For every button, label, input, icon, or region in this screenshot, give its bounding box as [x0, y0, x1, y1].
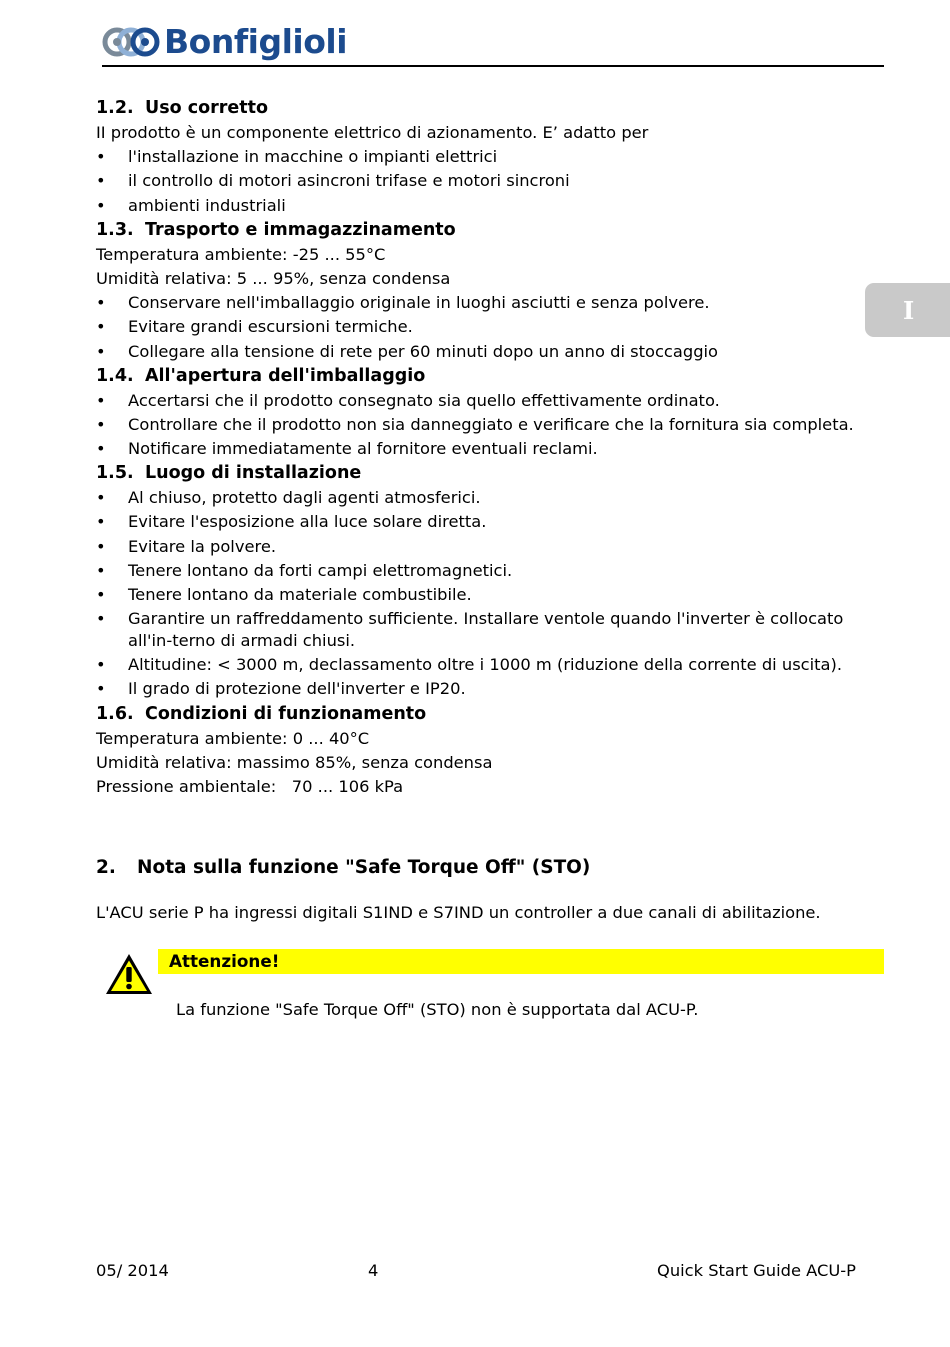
section-number: 1.3.: [96, 219, 134, 240]
bullet-icon: •: [96, 560, 106, 580]
text-line: Umidità relativa: 5 ... 95%, senza condensa: [96, 268, 451, 288]
text-line: Temperatura ambiente: 0 ... 40°C: [96, 728, 370, 748]
bullet-item: [96, 653, 886, 677]
bullet-icon: •: [96, 147, 106, 167]
bullet-item: [96, 340, 886, 364]
section-heading: [96, 364, 886, 389]
bullet-item: [96, 510, 886, 534]
bullet-icon: •: [96, 655, 106, 675]
section-number: 1.4.: [96, 365, 134, 386]
bullet-item: [96, 145, 886, 169]
section-title: Condizioni di funzionamento: [145, 703, 427, 724]
bullet-icon: •: [96, 679, 106, 699]
bullet-item: [96, 194, 886, 218]
bullet-text: Collegare alla tensione di rete per 60 minuti dopo un anno di stoccaggio: [128, 341, 719, 361]
bullet-icon: •: [96, 195, 106, 215]
bonfiglioli-logo: [102, 22, 347, 61]
warning-text: La funzione "Safe Torque Off" (STO) non è supportata dal ACU-P.: [176, 1000, 699, 1019]
bullet-icon: •: [96, 585, 106, 604]
page-header: [102, 18, 884, 68]
main-content: [96, 96, 886, 799]
section-title: All'apertura dell'imballaggio: [145, 365, 426, 386]
bullet-icon: •: [96, 488, 106, 508]
gear-logo-icon: [102, 24, 160, 60]
bullet-text: l'installazione in macchine o impianti elettrici: [128, 147, 498, 167]
bullet-text: Notificare immediatamente al fornitore eventuali reclami.: [128, 439, 598, 459]
bullet-icon: •: [96, 317, 106, 337]
warning-triangle-icon: [104, 952, 154, 1000]
bullet-item: [96, 315, 886, 339]
bullet-text: Controllare che il prodotto non sia danneggiato e verificare che la fornitura sia completa.: [128, 414, 854, 434]
text-line: Pressione ambientale: 70 ... 106 kPa: [96, 776, 404, 796]
text-line: Umidità relativa: massimo 85%, senza condensa: [96, 752, 493, 772]
bullet-text: Tenere lontano da materiale combustibile.: [128, 585, 472, 604]
bullet-icon: •: [96, 414, 106, 434]
bullet-icon: •: [96, 341, 106, 361]
section-heading: [96, 96, 886, 121]
bullet-text: Altitudine: < 3000 m, declassamento oltre i 1000 m (riduzione della corrente di uscita).: [128, 655, 843, 675]
bullet-item: [96, 169, 886, 193]
bullet-text: Al chiuso, protetto dagli agenti atmosferici.: [128, 488, 481, 508]
footer-doc-title: Quick Start Guide ACU-P: [657, 1261, 856, 1280]
bullet-text: ambienti industriali: [128, 195, 286, 215]
language-tab-label: I: [903, 295, 915, 325]
bullet-item: [96, 607, 886, 653]
bullet-icon: •: [96, 171, 106, 191]
text-line: II prodotto è un componente elettrico di azionamento. E’ adatto per: [96, 123, 649, 142]
bullet-text: Evitare la polvere.: [128, 536, 277, 556]
section-number: 1.5.: [96, 463, 134, 484]
chapter-title: Nota sulla funzione "Safe Torque Off" (STO): [137, 857, 591, 878]
warning-label: Attenzione!: [158, 949, 884, 974]
bullet-text: Il grado di protezione dell'inverter e IP20.: [128, 679, 466, 699]
bullet-item: [96, 559, 886, 583]
bullet-icon: •: [96, 390, 106, 410]
section-number: 1.2.: [96, 98, 134, 118]
bullet-item: [96, 413, 886, 437]
bullet-item: [96, 486, 886, 510]
brand-name: Bonfiglioli: [164, 22, 348, 61]
section-title: Luogo di installazione: [145, 463, 362, 484]
bullet-text: Conservare nell'imballaggio originale in luoghi asciutti e senza polvere.: [128, 293, 710, 313]
bullet-item: [96, 437, 886, 461]
bullet-text: Tenere lontano da forti campi elettromagnetici.: [128, 560, 513, 580]
section-number: 1.6.: [96, 703, 134, 724]
bullet-item: [96, 389, 886, 413]
chapter-paragraph: L'ACU serie P ha ingressi digitali S1IND e S7IND un controller a due canali di abilitazione.: [96, 903, 821, 922]
bullet-icon: •: [96, 293, 106, 313]
bullet-text: Evitare l'esposizione alla luce solare diretta.: [128, 512, 487, 532]
chapter-heading: [96, 857, 590, 878]
section-title: Trasporto e immagazzinamento: [145, 219, 456, 240]
bullet-item: [96, 677, 886, 701]
section-heading: [96, 702, 886, 727]
bullet-item: [96, 583, 886, 607]
bullet-icon: •: [96, 536, 106, 556]
bullet-text: il controllo di motori asincroni trifase e motori sincroni: [128, 171, 570, 191]
bullet-text: Garantire un raffreddamento sufficiente. Installare ventole quando l'inverter è collocato all'in-terno di armadi chiusi.: [128, 609, 844, 651]
text-line: Temperatura ambiente: -25 ... 55°C: [96, 244, 386, 264]
bullet-item: [96, 535, 886, 559]
bullet-icon: •: [96, 439, 106, 459]
footer-date: 05/ 2014: [96, 1261, 169, 1280]
section-heading: [96, 461, 886, 486]
chapter-number: 2.: [96, 857, 116, 878]
bullet-icon: •: [96, 609, 106, 629]
bullet-item: [96, 291, 886, 315]
bullet-text: Accertarsi che il prodotto consegnato sia quello effettivamente ordinato.: [128, 390, 720, 410]
section-heading: [96, 218, 886, 243]
bullet-text: Evitare grandi escursioni termiche.: [128, 317, 413, 337]
section-title: Uso corretto: [145, 98, 269, 118]
footer-page-number: 4: [368, 1261, 379, 1280]
bullet-icon: •: [96, 512, 106, 532]
header-divider: [102, 65, 884, 67]
